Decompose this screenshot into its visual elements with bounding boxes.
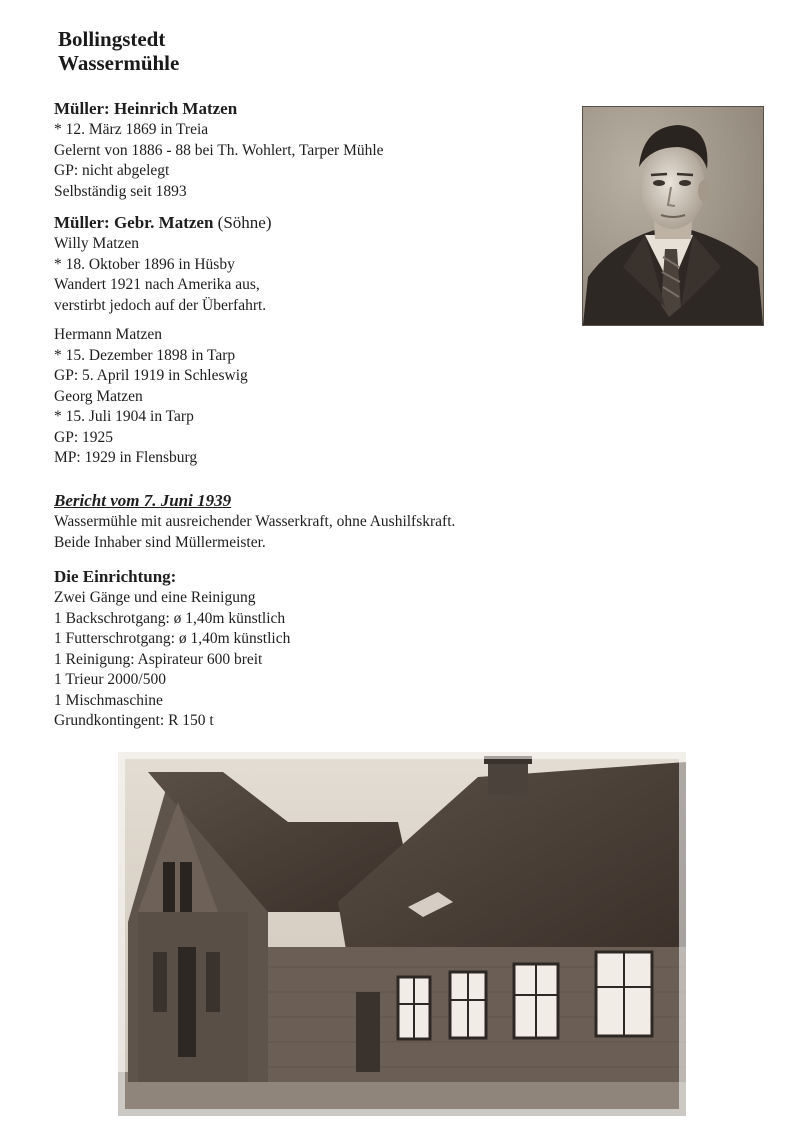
text-line: 1 Futterschrotgang: ø 1,40m künstlich xyxy=(54,630,291,647)
section-heading-brothers xyxy=(54,212,272,234)
mill-building-photo xyxy=(118,752,686,1116)
equipment-heading: Die Einrichtung: xyxy=(54,567,177,586)
text-line: 1 Mischmaschine xyxy=(54,691,163,709)
heading-main: Müller: Gebr. Matzen xyxy=(54,213,214,232)
text-line: MP: 1929 in Flensburg xyxy=(54,449,198,466)
text-line: 1 Trieur 2000/500 xyxy=(54,671,166,688)
text-line: Grundkontingent: R 150 t xyxy=(54,712,214,729)
report-heading: Bericht vom 7. Juni 1939 xyxy=(54,491,232,510)
section-heading-heinrich: Müller: Heinrich Matzen xyxy=(54,99,238,118)
portrait-illustration xyxy=(583,107,763,325)
section-equipment xyxy=(54,566,290,732)
section-hermann-georg xyxy=(54,325,248,469)
text-line: Selbständig seit 1893 xyxy=(54,182,187,200)
text-line: Gelernt von 1886 - 88 bei Th. Wohlert, Tarper Mühle xyxy=(54,141,384,159)
text-line: verstirbt jedoch auf der Überfahrt. xyxy=(54,296,267,314)
section-report xyxy=(54,490,455,553)
text-line: GP: 1925 xyxy=(54,428,113,446)
text-line: Wandert 1921 nach Amerika aus, xyxy=(54,276,260,293)
text-line: Willy Matzen xyxy=(54,235,140,252)
text-line: * 12. März 1869 in Treia xyxy=(54,121,209,138)
section-brothers xyxy=(54,212,272,316)
text-line: 1 Reinigung: Aspirateur 600 breit xyxy=(54,650,263,668)
text-line: Hermann Matzen xyxy=(54,326,163,343)
text-line: Wassermühle mit ausreichender Wasserkraft, ohne Aushilfskraft. xyxy=(54,513,456,530)
title-mill: Wassermühle xyxy=(58,51,180,75)
text-line: GP: 5. April 1919 in Schleswig xyxy=(54,367,248,384)
heading-suffix: (Söhne) xyxy=(217,213,272,232)
title-place: Bollingstedt xyxy=(58,27,166,51)
text-line: Zwei Gänge und eine Reinigung xyxy=(54,589,256,606)
text-line: * 18. Oktober 1896 in Hüsby xyxy=(54,255,235,273)
text-line: Beide Inhaber sind Müllermeister. xyxy=(54,533,266,551)
text-line: * 15. Dezember 1898 in Tarp xyxy=(54,346,236,364)
section-heinrich xyxy=(54,98,384,202)
text-line: Georg Matzen xyxy=(54,387,143,405)
portrait-photo xyxy=(582,106,764,326)
page-title xyxy=(58,27,179,75)
mill-building-illustration xyxy=(118,752,686,1116)
text-line: GP: nicht abgelegt xyxy=(54,162,170,179)
text-line: 1 Backschrotgang: ø 1,40m künstlich xyxy=(54,609,286,627)
text-line: * 15. Juli 1904 in Tarp xyxy=(54,408,194,425)
